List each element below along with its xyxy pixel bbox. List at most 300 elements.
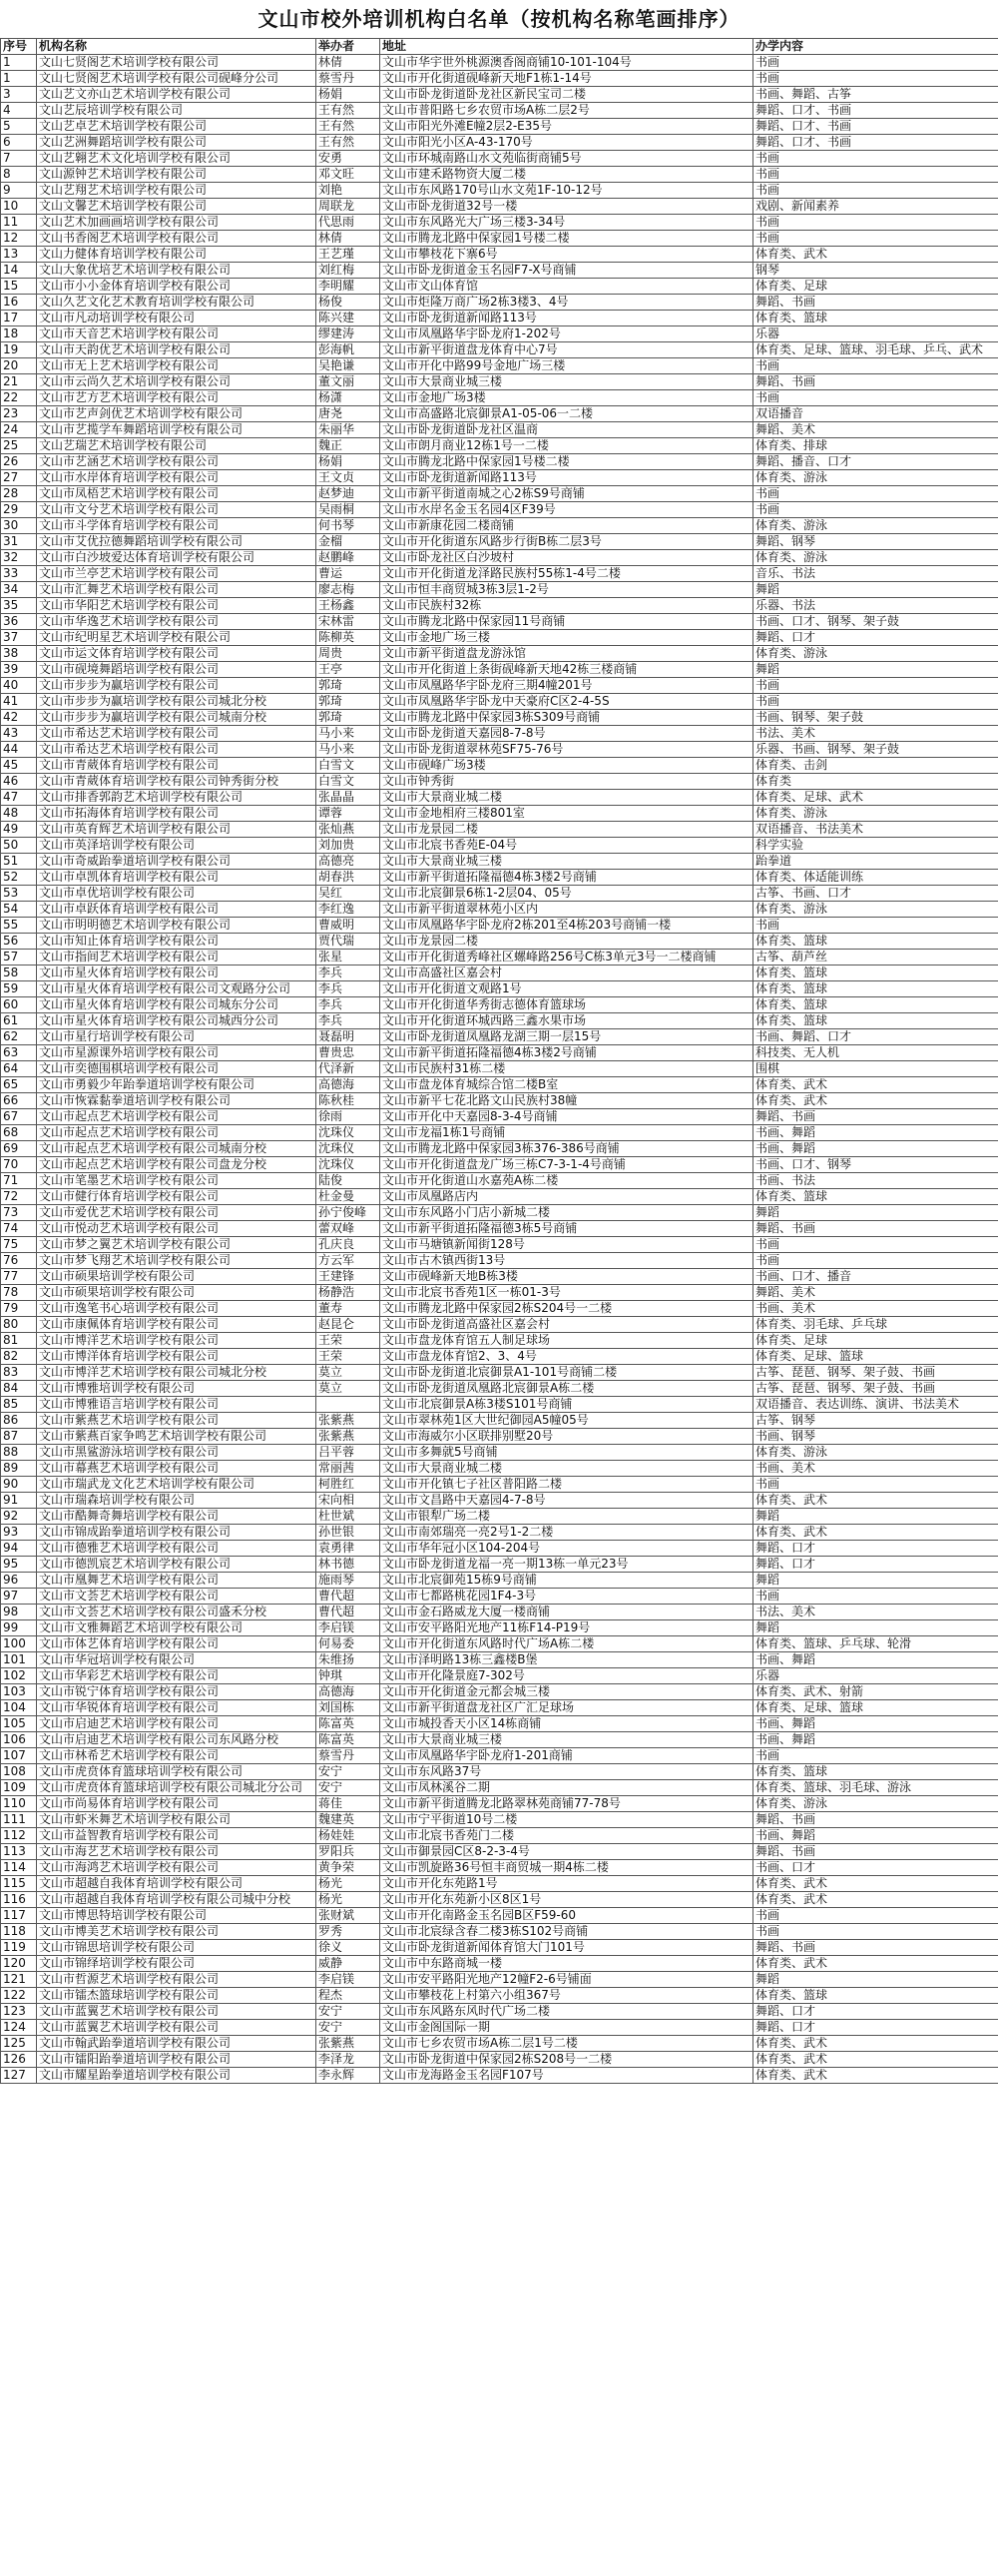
cell-institution-name: 文山市华彩艺术培训学校有限公司	[37, 1668, 316, 1684]
table-row	[1, 1189, 998, 1205]
cell-organizer: 常丽茜	[316, 1461, 380, 1477]
cell-content: 体育类、篮球	[753, 1764, 998, 1780]
cell-address: 文山市北宸御景6栋1-2层04、05号	[380, 886, 753, 902]
cell-serial: 64	[1, 1061, 37, 1077]
header-content: 办学内容	[753, 39, 998, 55]
cell-institution-name: 文山市爱优艺术培训学校有限公司	[37, 1205, 316, 1221]
cell-institution-name: 文山市天音艺术培训学校有限公司	[37, 326, 316, 342]
cell-serial: 72	[1, 1189, 37, 1205]
cell-serial: 105	[1, 1716, 37, 1732]
table-row	[1, 2068, 998, 2084]
cell-content: 舞蹈、口才、书画	[753, 135, 998, 151]
cell-content: 体育类、足球、篮球、羽毛球、乒乓、武术	[753, 342, 998, 358]
cell-serial: 24	[1, 422, 37, 438]
cell-institution-name: 文山市锐宁体育培训学校有限公司	[37, 1684, 316, 1700]
cell-organizer: 沈珠仪	[316, 1157, 380, 1173]
cell-content: 舞蹈、口才	[753, 1541, 998, 1557]
cell-institution-name: 文山市瑞武龙文化艺术培训学校有限公司	[37, 1477, 316, 1493]
cell-serial: 37	[1, 630, 37, 646]
cell-institution-name: 文山市艺涵艺术培训学校有限公司	[37, 454, 316, 470]
cell-content: 体育类、游泳	[753, 518, 998, 534]
cell-address: 文山市凤凰路华宇卧龙府1-202号	[380, 326, 753, 342]
table-row	[1, 534, 998, 550]
table-row	[1, 1732, 998, 1748]
cell-institution-name: 文山市德凯宸艺术培训学校有限公司	[37, 1557, 316, 1573]
cell-content: 钢琴	[753, 263, 998, 279]
cell-address: 文山市金石路威龙大厦一楼商铺	[380, 1605, 753, 1620]
cell-institution-name: 文山市砚境舞蹈培训学校有限公司	[37, 662, 316, 678]
cell-address: 文山市卧龙街道新闻路113号	[380, 470, 753, 486]
cell-organizer: 魏正	[316, 438, 380, 454]
cell-institution-name: 文山市云尚久艺术培训学校有限公司	[37, 374, 316, 390]
table-row	[1, 1365, 998, 1381]
cell-institution-name: 文山市希达艺术培训学校有限公司	[37, 742, 316, 758]
cell-serial: 83	[1, 1365, 37, 1381]
cell-organizer: 王亭	[316, 662, 380, 678]
cell-address: 文山市水岸名金玉名园4区F39号	[380, 502, 753, 518]
cell-organizer: 李兵	[316, 966, 380, 981]
cell-serial: 101	[1, 1652, 37, 1668]
cell-organizer: 徐雨	[316, 1109, 380, 1125]
cell-address: 文山市炬隆万商广场2栋3楼3、4号	[380, 295, 753, 311]
cell-content: 科技类、无人机	[753, 1045, 998, 1061]
cell-address: 文山市砚峰广场3楼	[380, 758, 753, 774]
cell-organizer: 何书琴	[316, 518, 380, 534]
cell-address: 文山市华年冠小区104-204号	[380, 1541, 753, 1557]
cell-serial: 75	[1, 1237, 37, 1253]
cell-organizer: 胡春洪	[316, 870, 380, 886]
cell-institution-name: 文山市星火体育培训学校有限公司文观路分公司	[37, 981, 316, 997]
cell-address: 文山市卧龙街道金玉名园F7-X号商铺	[380, 263, 753, 279]
table-row	[1, 662, 998, 678]
cell-organizer: 周贵	[316, 646, 380, 662]
cell-serial: 19	[1, 342, 37, 358]
cell-institution-name: 文山大象优培艺术培训学校有限公司	[37, 263, 316, 279]
cell-institution-name: 文山市博雅语言培训学校有限公司	[37, 1397, 316, 1413]
cell-institution-name: 文山市益智教育培训学校有限公司	[37, 1828, 316, 1844]
cell-serial: 117	[1, 1908, 37, 1924]
cell-content: 书画	[753, 55, 998, 71]
cell-content: 书画、舞蹈	[753, 1716, 998, 1732]
cell-serial: 13	[1, 247, 37, 263]
cell-serial: 125	[1, 2036, 37, 2052]
table-row	[1, 694, 998, 710]
cell-content: 体育类、体适能训练	[753, 870, 998, 886]
cell-institution-name: 文山市星源课外培训学校有限公司	[37, 1045, 316, 1061]
cell-serial: 114	[1, 1860, 37, 1876]
cell-institution-name: 文山市海艺艺术培训学校有限公司	[37, 1844, 316, 1860]
cell-organizer: 谭蓉	[316, 806, 380, 822]
cell-institution-name: 文山市星火体育培训学校有限公司城东分公司	[37, 997, 316, 1013]
cell-institution-name: 文山市卓优培训学校有限公司	[37, 886, 316, 902]
cell-institution-name: 文山市翰武跆拳道培训学校有限公司	[37, 2036, 316, 2052]
cell-organizer: 杨光	[316, 1876, 380, 1892]
table-row	[1, 806, 998, 822]
table-row	[1, 598, 998, 614]
table-row	[1, 630, 998, 646]
cell-content: 体育类、篮球	[753, 311, 998, 326]
table-row	[1, 1844, 998, 1860]
cell-content: 古筝、钢琴	[753, 1413, 998, 1429]
cell-address: 文山市开化南路金玉名园B区F59-60	[380, 1908, 753, 1924]
table-row	[1, 1285, 998, 1301]
cell-organizer: 李明耀	[316, 279, 380, 295]
cell-address: 文山市金地相府三楼801室	[380, 806, 753, 822]
cell-address: 文山市恒丰商贸城3栋3层1-2号	[380, 582, 753, 598]
cell-content: 体育类、击剑	[753, 758, 998, 774]
cell-institution-name: 文山市文荟艺术培训学校有限公司	[37, 1589, 316, 1605]
cell-content: 体育类、足球	[753, 279, 998, 295]
cell-serial: 68	[1, 1125, 37, 1141]
cell-organizer: 李兵	[316, 981, 380, 997]
cell-organizer: 张晶晶	[316, 790, 380, 806]
cell-serial: 26	[1, 454, 37, 470]
cell-serial: 34	[1, 582, 37, 598]
cell-serial: 71	[1, 1173, 37, 1189]
table-row	[1, 151, 998, 167]
cell-content: 书画、钢琴、架子鼓	[753, 710, 998, 726]
table-row	[1, 1269, 998, 1285]
cell-organizer: 朱维扬	[316, 1652, 380, 1668]
cell-address: 文山市卧龙街道新闻路113号	[380, 311, 753, 326]
table-row	[1, 966, 998, 981]
cell-organizer: 赵昆仑	[316, 1317, 380, 1333]
cell-institution-name: 文山市排香郭韵艺术培训学校有限公司	[37, 790, 316, 806]
cell-address: 文山市砚峰新天地B栋3楼	[380, 1269, 753, 1285]
cell-organizer: 高德亮	[316, 854, 380, 870]
cell-serial: 96	[1, 1573, 37, 1589]
cell-content: 体育类、足球	[753, 1333, 998, 1349]
cell-serial: 21	[1, 374, 37, 390]
table-row	[1, 1061, 998, 1077]
cell-serial: 88	[1, 1445, 37, 1461]
cell-content: 书法、美术	[753, 1605, 998, 1620]
cell-address: 文山市文昌路中天嘉园4-7-8号	[380, 1493, 753, 1509]
cell-content: 舞蹈、口才	[753, 630, 998, 646]
cell-serial: 38	[1, 646, 37, 662]
table-row	[1, 1317, 998, 1333]
cell-institution-name: 文山艺卓艺术培训学校有限公司	[37, 119, 316, 135]
cell-institution-name: 文山艺洲舞蹈培训学校有限公司	[37, 135, 316, 151]
cell-address: 文山市卧龙街道翠林苑SF75-76号	[380, 742, 753, 758]
cell-organizer: 安宁	[316, 1780, 380, 1796]
cell-address: 文山市新平街道拓隆福德3栋5号商铺	[380, 1221, 753, 1237]
cell-organizer: 威静	[316, 1956, 380, 1972]
cell-content: 体育类、武术	[753, 1493, 998, 1509]
cell-serial: 47	[1, 790, 37, 806]
cell-address: 文山市新平街道拓隆福德4栋3楼2号商铺	[380, 1045, 753, 1061]
cell-address: 文山市龙景园二楼	[380, 822, 753, 838]
table-row	[1, 1461, 998, 1477]
cell-organizer: 安勇	[316, 151, 380, 167]
cell-content: 书画	[753, 1589, 998, 1605]
cell-institution-name: 文山市兰亭艺术培训学校有限公司	[37, 566, 316, 582]
cell-address: 文山市新平街道盘龙体育中心7号	[380, 342, 753, 358]
cell-address: 文山市卧龙社区白沙坡村	[380, 550, 753, 566]
cell-serial: 12	[1, 231, 37, 247]
cell-serial: 109	[1, 1780, 37, 1796]
cell-organizer: 蒋佳	[316, 1796, 380, 1812]
cell-organizer: 王有然	[316, 103, 380, 119]
cell-serial: 18	[1, 326, 37, 342]
cell-institution-name: 文山艺翔艺术培训学校有限公司	[37, 183, 316, 199]
cell-institution-name: 文山市步步为赢培训学校有限公司城北分校	[37, 694, 316, 710]
cell-serial: 104	[1, 1700, 37, 1716]
table-row	[1, 774, 998, 790]
cell-address: 文山市开化中天嘉园8-3-4号商铺	[380, 1109, 753, 1125]
cell-address: 文山市开化东苑路1号	[380, 1876, 753, 1892]
cell-content: 书画、书法	[753, 1173, 998, 1189]
cell-institution-name: 文山市文雅舞蹈艺术培训学校有限公司	[37, 1620, 316, 1636]
table-row	[1, 1237, 998, 1253]
cell-serial: 73	[1, 1205, 37, 1221]
cell-organizer: 杨娃娃	[316, 1828, 380, 1844]
cell-serial: 5	[1, 119, 37, 135]
cell-content: 书画、美术	[753, 1301, 998, 1317]
cell-serial: 82	[1, 1349, 37, 1365]
cell-address: 文山市文山体育馆	[380, 279, 753, 295]
cell-organizer: 李启镁	[316, 1620, 380, 1636]
table-row	[1, 2052, 998, 2068]
cell-address: 文山市龙海路金玉名园F107号	[380, 2068, 753, 2084]
cell-content: 书画、舞蹈	[753, 1652, 998, 1668]
table-row	[1, 1221, 998, 1237]
cell-institution-name: 文山力健体育培训学校有限公司	[37, 247, 316, 263]
table-row	[1, 566, 998, 582]
cell-content: 书画	[753, 1748, 998, 1764]
cell-serial: 61	[1, 1013, 37, 1029]
cell-organizer: 安宁	[316, 2004, 380, 2020]
table-row	[1, 710, 998, 726]
cell-serial: 94	[1, 1541, 37, 1557]
cell-institution-name: 文山艺辰培训学校有限公司	[37, 103, 316, 119]
cell-institution-name: 文山市拓海体育培训学校有限公司	[37, 806, 316, 822]
cell-address: 文山市卧龙街道卧龙社区温商	[380, 422, 753, 438]
cell-institution-name: 文山市超越自我体育培训学校有限公司城中分校	[37, 1892, 316, 1908]
cell-address: 文山市凤凰路华宇卧龙府三期4幢201号	[380, 678, 753, 694]
cell-address: 文山市卧龙街道高盛社区嘉会村	[380, 1317, 753, 1333]
cell-content: 古筝、书画、口才	[753, 886, 998, 902]
cell-content: 古筝、琵琶、钢琴、架子鼓、书画	[753, 1381, 998, 1397]
cell-serial: 97	[1, 1589, 37, 1605]
cell-content: 古筝、琵琶、钢琴、架子鼓、书画	[753, 1365, 998, 1381]
cell-address: 文山市古木镇西街13号	[380, 1253, 753, 1269]
cell-serial: 58	[1, 966, 37, 981]
cell-content: 书画	[753, 1477, 998, 1493]
cell-address: 文山市北宸书香苑1区一栋01-3号	[380, 1285, 753, 1301]
cell-content: 体育类、羽毛球、乒乓球	[753, 1317, 998, 1333]
table-row	[1, 1764, 998, 1780]
cell-institution-name: 文山市奕德围棋培训学校有限公司	[37, 1061, 316, 1077]
cell-institution-name: 文山市博洋艺术培训学校有限公司城北分校	[37, 1365, 316, 1381]
cell-content: 书画	[753, 390, 998, 406]
table-row	[1, 2004, 998, 2020]
cell-institution-name: 文山市硕果培训学校有限公司	[37, 1269, 316, 1285]
cell-organizer: 王建锋	[316, 1269, 380, 1285]
cell-institution-name: 文山市逸笔书心培训学校有限公司	[37, 1301, 316, 1317]
table-row	[1, 1636, 998, 1652]
table-row	[1, 1972, 998, 1988]
cell-address: 文山市开化街道盘龙广场三栋C7-3-1-4号商铺	[380, 1157, 753, 1173]
cell-address: 文山市开化中路99号金地广场三楼	[380, 358, 753, 374]
table-row	[1, 279, 998, 295]
cell-organizer: 孔庆良	[316, 1237, 380, 1253]
table-row	[1, 1397, 998, 1413]
cell-institution-name: 文山市启迪艺术培训学校有限公司东风路分校	[37, 1732, 316, 1748]
cell-organizer: 王有然	[316, 119, 380, 135]
table-row	[1, 2020, 998, 2036]
cell-content: 舞蹈、口才、书画	[753, 103, 998, 119]
cell-institution-name: 文山市华逸艺术培训学校有限公司	[37, 614, 316, 630]
cell-serial: 78	[1, 1285, 37, 1301]
cell-serial: 48	[1, 806, 37, 822]
cell-institution-name: 文山市星火体育培训学校有限公司	[37, 966, 316, 981]
cell-institution-name: 文山市恢霖黏拳道培训学校有限公司	[37, 1093, 316, 1109]
cell-organizer: 曹威明	[316, 918, 380, 934]
cell-institution-name: 文山市卓跃体育培训学校有限公司	[37, 902, 316, 918]
table-row	[1, 1173, 998, 1189]
cell-address: 文山市海威尔小区联排别墅20号	[380, 1429, 753, 1445]
cell-address: 文山市开化街道龙泽路民族村55栋1-4号二楼	[380, 566, 753, 582]
cell-institution-name: 文山市康佩体育培训学校有限公司	[37, 1317, 316, 1333]
cell-content: 书画	[753, 486, 998, 502]
cell-organizer: 李泽龙	[316, 2052, 380, 2068]
cell-institution-name: 文山市英育辉艺术培训学校有限公司	[37, 822, 316, 838]
cell-institution-name: 文山市悦动艺术培训学校有限公司	[37, 1221, 316, 1237]
cell-address: 文山市钟秀街	[380, 774, 753, 790]
cell-organizer: 金榴	[316, 534, 380, 550]
cell-institution-name: 文山艺术加画画培训学校有限公司	[37, 215, 316, 231]
cell-organizer: 董寿	[316, 1301, 380, 1317]
table-row	[1, 454, 998, 470]
cell-content: 科学实验	[753, 838, 998, 854]
table-row	[1, 1620, 998, 1636]
table-row	[1, 646, 998, 662]
cell-organizer: 安宁	[316, 1764, 380, 1780]
table-row	[1, 822, 998, 838]
cell-organizer: 蔡雪丹	[316, 71, 380, 87]
table-row	[1, 502, 998, 518]
cell-content: 舞蹈、书画	[753, 1109, 998, 1125]
cell-organizer: 高德海	[316, 1077, 380, 1093]
cell-serial: 108	[1, 1764, 37, 1780]
cell-address: 文山市开化街道砚峰新天地F1栋1-14号	[380, 71, 753, 87]
table-row	[1, 758, 998, 774]
cell-content: 书画	[753, 1253, 998, 1269]
cell-serial: 123	[1, 2004, 37, 2020]
cell-address: 文山市民族村32栋	[380, 598, 753, 614]
cell-serial: 110	[1, 1796, 37, 1812]
cell-organizer: 张星	[316, 950, 380, 966]
cell-organizer: 杨娟	[316, 87, 380, 103]
table-row	[1, 438, 998, 454]
table-row	[1, 1141, 998, 1157]
cell-content: 书画	[753, 1924, 998, 1940]
cell-institution-name: 文山市指间艺术培训学校有限公司	[37, 950, 316, 966]
cell-serial: 98	[1, 1605, 37, 1620]
cell-serial: 85	[1, 1397, 37, 1413]
cell-content: 体育类、游泳	[753, 1796, 998, 1812]
cell-serial: 27	[1, 470, 37, 486]
cell-address: 文山市宁平街道10号二楼	[380, 1812, 753, 1828]
cell-institution-name: 文山市启迪艺术培训学校有限公司	[37, 1716, 316, 1732]
cell-serial: 100	[1, 1636, 37, 1652]
cell-content: 舞蹈	[753, 582, 998, 598]
cell-organizer: 缪建涛	[316, 326, 380, 342]
cell-serial: 112	[1, 1828, 37, 1844]
cell-address: 文山市开化街道东风路时代广场A栋二楼	[380, 1636, 753, 1652]
table-row	[1, 295, 998, 311]
cell-serial: 84	[1, 1381, 37, 1397]
cell-serial: 52	[1, 870, 37, 886]
cell-address: 文山市卧龙街道新闻体育馆大门101号	[380, 1940, 753, 1956]
cell-serial: 3	[1, 87, 37, 103]
header-institution-name: 机构名称	[37, 39, 316, 55]
cell-institution-name: 文山七贤阁艺术培训学校有限公司	[37, 55, 316, 71]
table-row	[1, 422, 998, 438]
cell-address: 文山市多舞就5号商铺	[380, 1445, 753, 1461]
cell-content: 书画、舞蹈、古筝	[753, 87, 998, 103]
cell-serial: 28	[1, 486, 37, 502]
cell-organizer: 王荣	[316, 1349, 380, 1365]
cell-content: 书画	[753, 167, 998, 183]
cell-institution-name: 文山市青葳体育培训学校有限公司	[37, 758, 316, 774]
table-row	[1, 1445, 998, 1461]
cell-content: 体育类、游泳	[753, 470, 998, 486]
cell-serial: 60	[1, 997, 37, 1013]
cell-organizer: 廖志梅	[316, 582, 380, 598]
table-row	[1, 1029, 998, 1045]
cell-content: 体育类、篮球、乒乓球、轮滑	[753, 1636, 998, 1652]
cell-address: 文山市卧龙街道北宸御景A1-101号商铺二楼	[380, 1365, 753, 1381]
cell-organizer: 王文贞	[316, 470, 380, 486]
cell-serial: 65	[1, 1077, 37, 1093]
table-row	[1, 1716, 998, 1732]
cell-organizer: 王荣	[316, 1333, 380, 1349]
cell-content: 体育类、足球、篮球	[753, 1349, 998, 1365]
table-row	[1, 1349, 998, 1365]
cell-institution-name: 文山市华阳艺术培训学校有限公司	[37, 598, 316, 614]
cell-organizer: 沈珠仪	[316, 1141, 380, 1157]
cell-institution-name: 文山市瑞森培训学校有限公司	[37, 1493, 316, 1509]
cell-address: 文山市东风路东风时代广场二楼	[380, 2004, 753, 2020]
cell-organizer: 陈兴建	[316, 311, 380, 326]
cell-organizer: 马小来	[316, 726, 380, 742]
cell-serial: 1	[1, 55, 37, 71]
cell-organizer: 陈富英	[316, 1716, 380, 1732]
table-row	[1, 1684, 998, 1700]
cell-content: 书画、口才、播音	[753, 1269, 998, 1285]
cell-content: 舞蹈	[753, 1972, 998, 1988]
table-row	[1, 742, 998, 758]
cell-serial: 53	[1, 886, 37, 902]
cell-organizer: 董文丽	[316, 374, 380, 390]
table-row	[1, 1093, 998, 1109]
cell-serial: 91	[1, 1493, 37, 1509]
cell-serial: 55	[1, 918, 37, 934]
cell-organizer: 郭琦	[316, 694, 380, 710]
cell-organizer: 王艺瑾	[316, 247, 380, 263]
cell-serial: 99	[1, 1620, 37, 1636]
cell-address: 文山市盘龙体育馆2、3、4号	[380, 1349, 753, 1365]
cell-address: 文山市民族村31栋二楼	[380, 1061, 753, 1077]
cell-institution-name: 文山书香阁艺术培训学校有限公司	[37, 231, 316, 247]
table-row	[1, 55, 998, 71]
cell-content: 书画	[753, 71, 998, 87]
cell-content: 体育类、武术	[753, 2036, 998, 2052]
cell-serial: 119	[1, 1940, 37, 1956]
cell-serial: 126	[1, 2052, 37, 2068]
